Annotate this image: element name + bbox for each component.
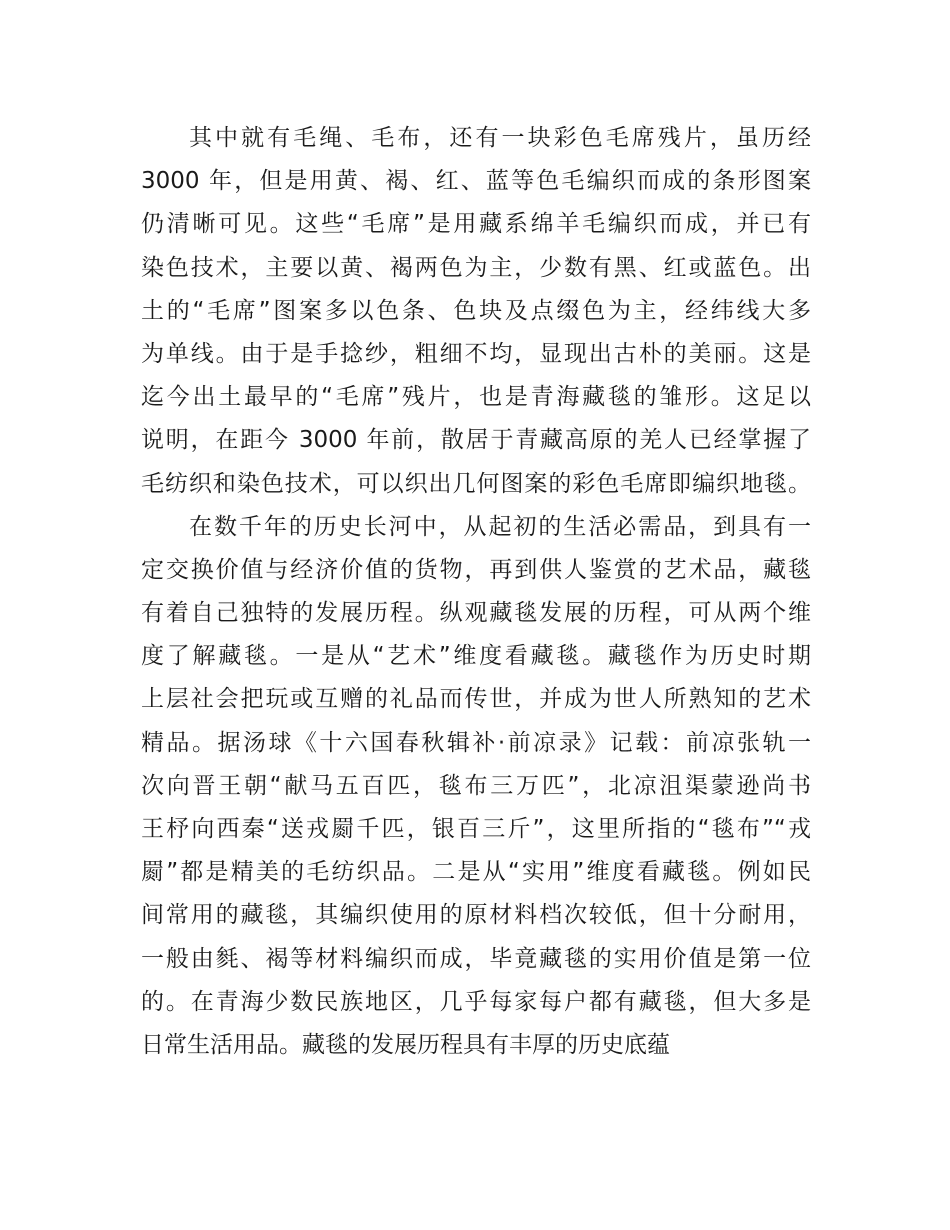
paragraph-1-line-9: 毛纺织和染色技术，可以织出几何图案的彩色毛席即编织地毯。 — [141, 470, 811, 497]
paragraph-1-line-8: 说明，在距今 3000 年前，散居于青藏高原的羌人已经掌握了 — [141, 427, 811, 454]
paragraph-2-line-9: 罽”都是精美的毛纺织品。二是从“实用”维度看藏毯。例如民 — [141, 859, 811, 886]
paragraph-1-line-6: 为单线。由于是手捻纱，粗细不均，显现出古朴的美丽。这是 — [141, 340, 811, 367]
paragraph-2-line-7: 次向晋王朝“献马五百匹，毯布三万匹”，北凉沮渠蒙逊尚书 — [141, 772, 811, 799]
paragraph-2-line-4: 度了解藏毯。一是从“艺术”维度看藏毯。藏毯作为历史时期 — [141, 643, 811, 670]
paragraph-1-line-2: 3000 年，但是用黄、褐、红、蓝等色毛编织而成的条形图案 — [141, 168, 811, 195]
paragraph-2-line-2: 定交换价值与经济价值的货物，再到供人鉴赏的艺术品，藏毯 — [141, 556, 811, 583]
paragraph-1-line-4: 染色技术，主要以黄、褐两色为主，少数有黑、红或蓝色。出 — [141, 254, 811, 281]
paragraph-2-line-6: 精品。据汤球《十六国春秋辑补·前凉录》记载：前凉张轨一 — [141, 729, 811, 756]
paragraph-2-line-11: 一般由毵、褐等材料编织而成，毕竟藏毯的实用价值是第一位 — [141, 945, 811, 972]
paragraph-2-line-8: 王杼向西秦“送戎罽千匹，银百三斤”，这里所指的“毯布”“戎 — [141, 816, 811, 842]
body-text — [141, 117, 811, 1067]
paragraph-2-line-5: 上层社会把玩或互赠的礼品而传世，并成为世人所熟知的艺术 — [141, 686, 811, 713]
paragraph-1-line-7: 迄今出土最早的“毛席”残片，也是青海藏毯的雏形。这足以 — [141, 384, 811, 411]
paragraph-1-line-3: 仍清晰可见。这些“毛席”是用藏系绵羊毛编织而成，并已有 — [141, 211, 811, 238]
paragraph-1-line-5: 土的“毛席”图案多以色条、色块及点缀色为主，经纬线大多 — [141, 297, 811, 324]
paragraph-2-line-10: 间常用的藏毯，其编织使用的原材料档次较低，但十分耐用， — [141, 902, 811, 929]
paragraph-2-line-13: 日常生活用品。藏毯的发展历程具有丰厚的历史底蕴 — [141, 1031, 670, 1058]
paragraph-2-line-1: 在数千年的历史长河中，从起初的生活必需品，到具有一 — [189, 513, 811, 540]
paragraph-1-line-1: 其中就有毛绳、毛布，还有一块彩色毛席残片，虽历经 — [189, 125, 811, 151]
paragraph-2-line-3: 有着自己独特的发展历程。纵观藏毯发展的历程，可从两个维 — [141, 600, 811, 627]
paragraph-2-line-12: 的。在青海少数民族地区，几乎每家每户都有藏毯，但大多是 — [141, 988, 811, 1015]
